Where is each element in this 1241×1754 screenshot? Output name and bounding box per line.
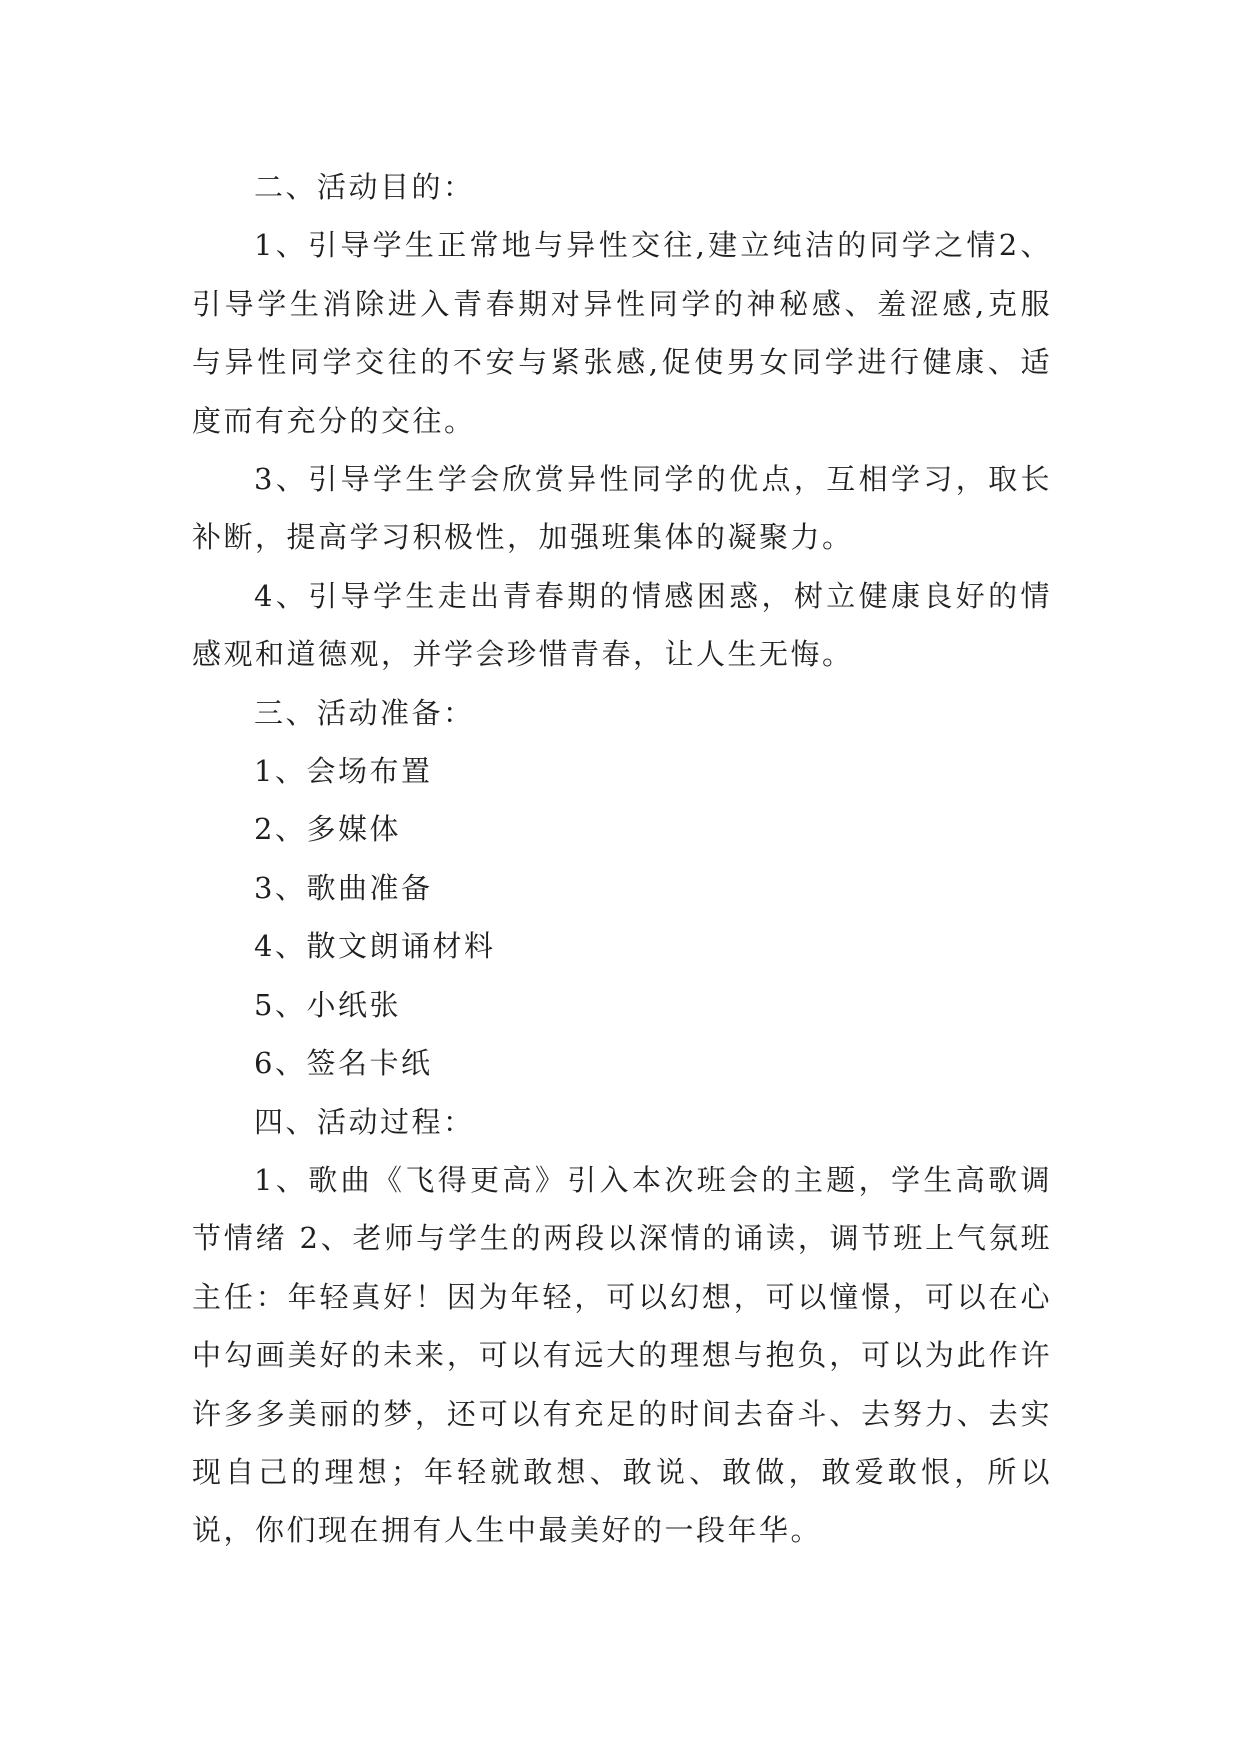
section-heading-process: 四、活动过程： [254,1104,475,1139]
purpose-item-3: 3、引导学生学会欣赏异性同学的优点，互相学习，取长补断，提高学习积极性，加强班集体的凝聚力。 [192,462,1052,555]
process-item-1: 1、歌曲《飞得更高》引入本次班会的主题，学生高歌调节情绪 2、老师与学生的两段以深情的诵读，调节班上气氛班主任：年轻真好！因为年轻，可以幻想，可以憧憬，可以在心中勾画美好的未来，可以有远大的理想与抱负，可以为此作许许多多美丽的梦，还可以有充足的时间去奋斗、去努力、去实现自己的理想；年轻就敢想、敢说、敢做，敢爱敢恨，所以说，你们现在拥有人生中最美好的一段年华。 [192,1162,1052,1548]
preparation-item-5: 5、小纸张 [254,987,401,1022]
section-heading-purpose: 二、活动目的： [254,170,475,204]
section-heading-preparation: 三、活动准备： [254,695,475,730]
preparation-item-2: 2、多媒体 [254,812,401,847]
document-body [192,158,1052,1560]
purpose-item-1-2: 1、引导学生正常地与异性交往,建立纯洁的同学之情2、引导学生消除进入青春期对异性同学的神秘感、羞涩感,克服与异性同学交往的不安与紧张感,促使男女同学进行健康、适度而有充分的交往。 [192,228,1052,438]
preparation-item-1: 1、会场布置 [254,754,433,789]
preparation-item-4: 4、散文朗诵材料 [254,929,496,964]
purpose-item-4: 4、引导学生走出青春期的情感困惑，树立健康良好的情感观和道德观，并学会珍惜青春，让人生无悔。 [192,578,1052,672]
preparation-item-3: 3、歌曲准备 [254,870,433,905]
preparation-item-6: 6、签名卡纸 [254,1046,433,1081]
